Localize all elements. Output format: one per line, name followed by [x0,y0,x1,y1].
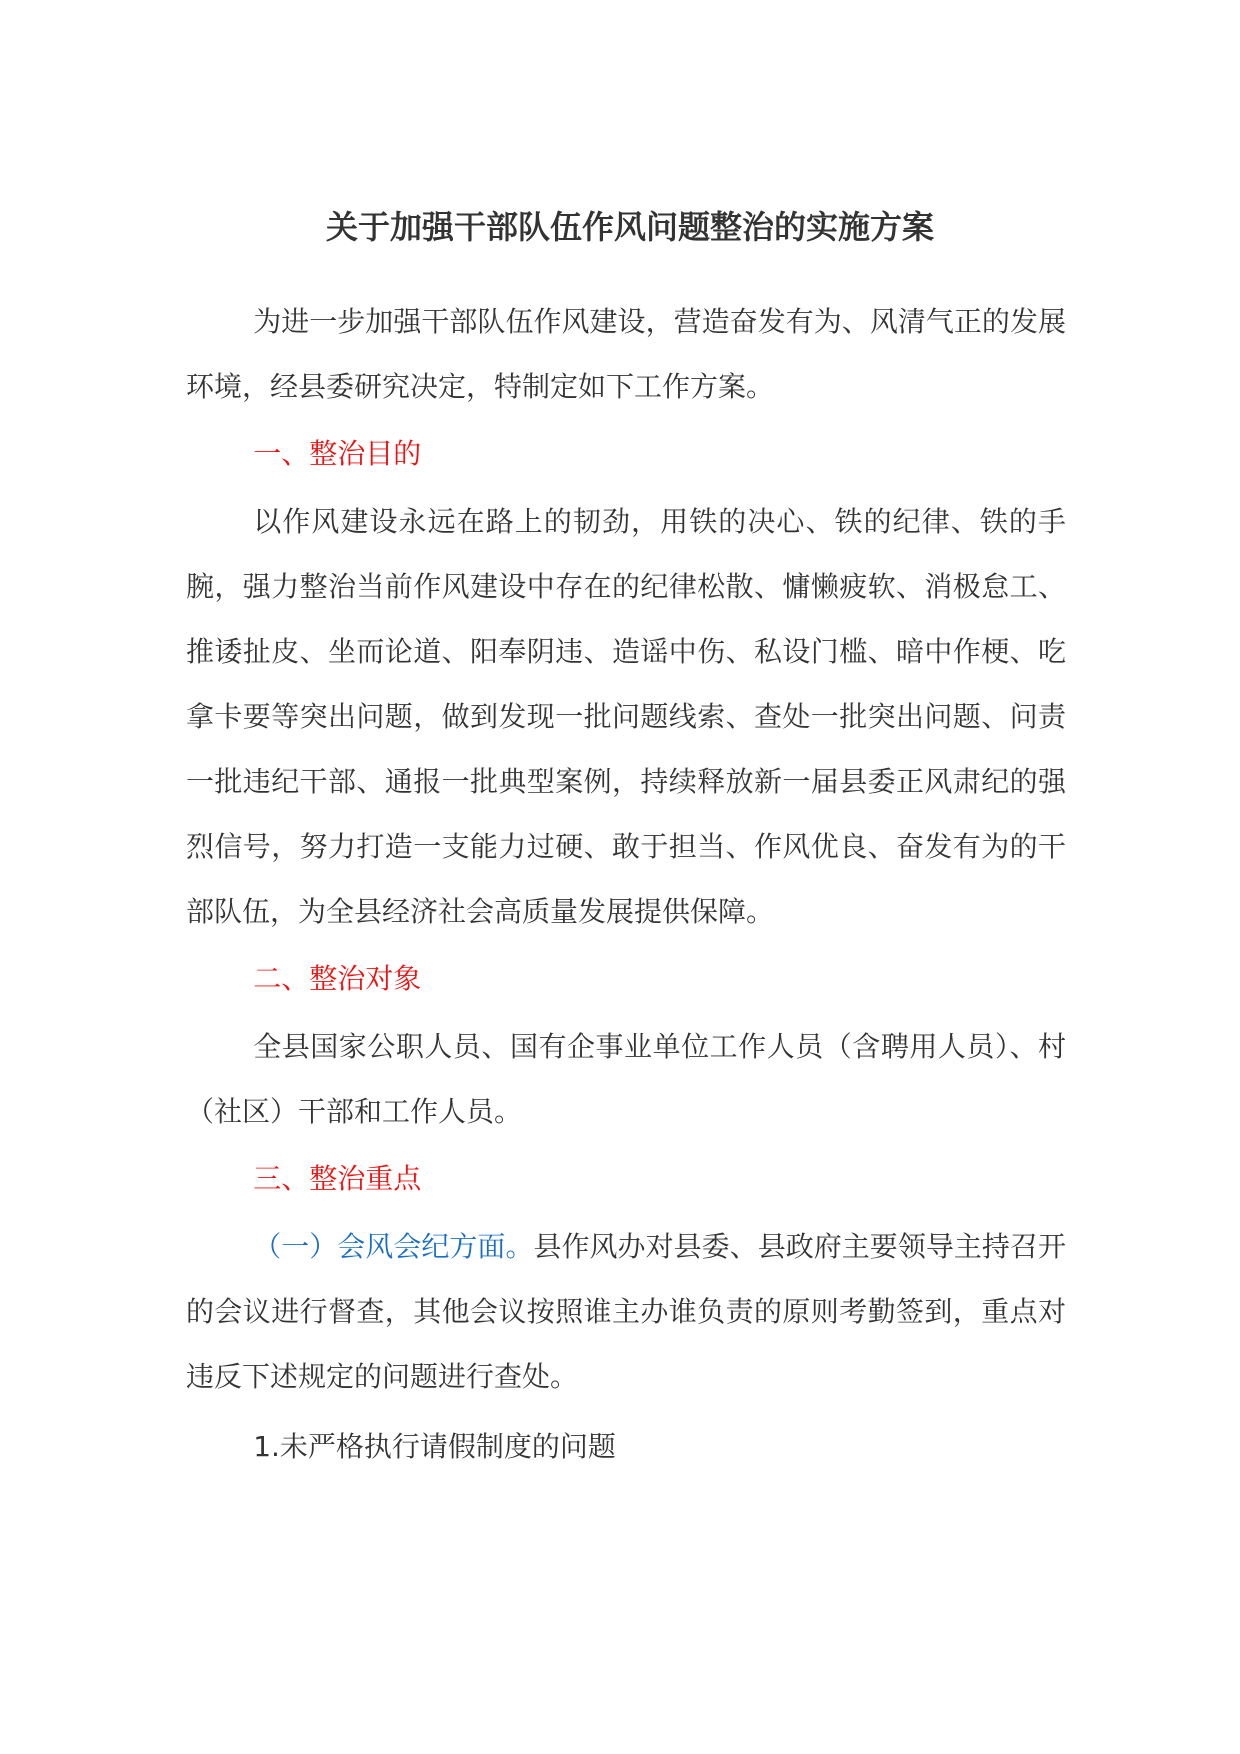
intro-paragraph: 为进一步加强干部队伍作风建设，营造奋发有为、风清气正的发展环境，经县委研究决定，特制定如下工作方案。 [186,305,1066,403]
subsection-body: 县作风办对县委、县政府主要领导主持召开的会议进行督查，其他会议按照谁主办谁负责的原则考勤签到，重点对违反下述规定的问题进行查处。 [186,1230,1066,1393]
section-body-purpose: 以作风建设永远在路上的韧劲，用铁的决心、铁的纪律、铁的手腕，强力整治当前作风建设中存在的纪律松散、慵懒疲软、消极怠工、推诿扯皮、坐而论道、阳奉阴违、造谣中伤、私设门槛、暗中作梗、吃拿卡要等突出问题，做到发现一批问题线索、查处一批突出问题、问责一批违纪干部、通报一批典型案例，持续释放新一届县委正风肃纪的强烈信号，努力打造一支能力过硬、敢于担当、作风优良、奋发有为的干部队伍，为全县经济社会高质量发展提供保障。 [186,505,1066,928]
section-heading-targets: 二、整治对象 [253,962,422,995]
section-heading-focus: 三、整治重点 [253,1162,422,1195]
subsection-label: （一）会风会纪方面。 [253,1230,534,1263]
subsection-paragraph [186,1214,1066,1409]
list-item: 1.未严格执行请假制度的问题 [253,1430,616,1463]
section-body-targets: 全县国家公职人员、国有企事业单位工作人员（含聘用人员）、村（社区）干部和工作人员。 [186,1030,1066,1128]
section-heading-purpose: 一、整治目的 [253,437,422,470]
document-page [186,205,1066,1484]
document-title: 关于加强干部队伍作风问题整治的实施方案 [325,208,934,246]
